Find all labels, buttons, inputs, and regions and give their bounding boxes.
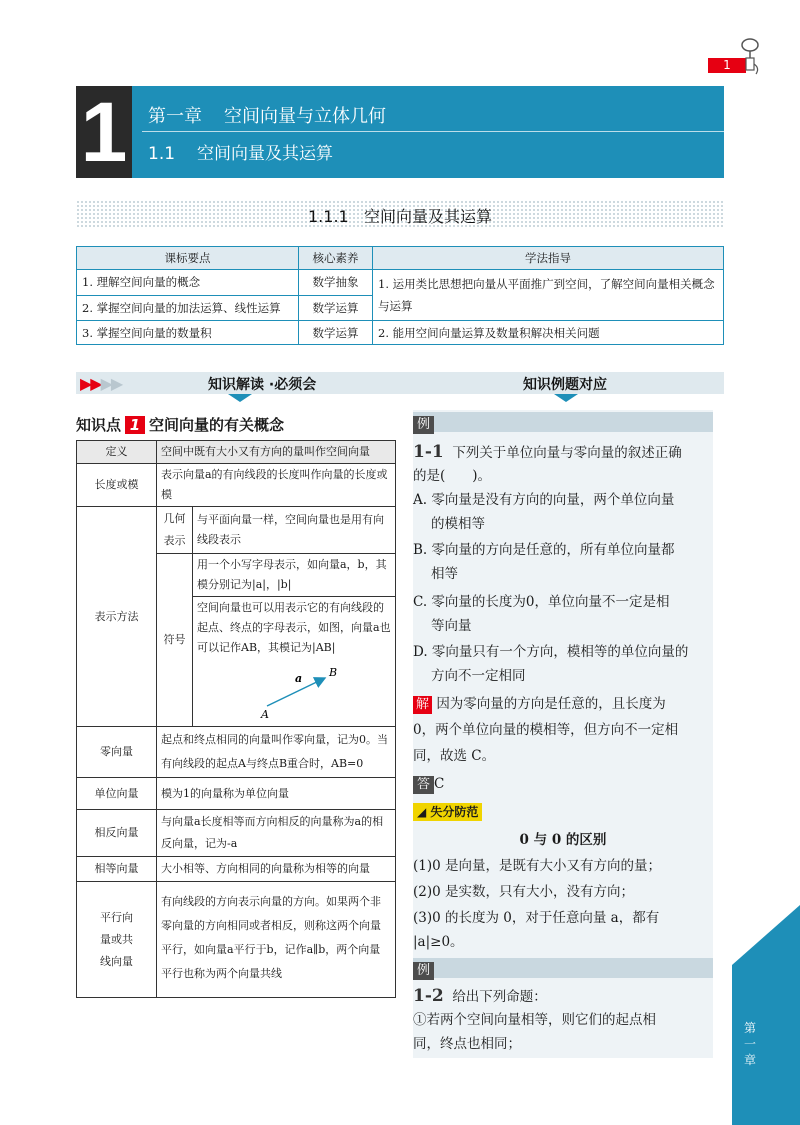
warning-tag-text: 失分防范 xyxy=(430,805,479,819)
par-label xyxy=(77,882,157,998)
solution-line-3: 同，故选 C。 xyxy=(413,748,496,764)
par-label-b: 量或共 xyxy=(100,932,133,946)
req-literacy: 数学抽象 xyxy=(299,270,373,296)
answer-line xyxy=(413,772,713,797)
opp-text: 与向量a长度相等而方向相反的向量称为a的相反向量，记为-a xyxy=(157,810,396,857)
table-row xyxy=(77,727,396,778)
unit-text: 模为1的向量称为单位向量 xyxy=(157,778,396,810)
def-label: 定义 xyxy=(77,441,157,464)
fig-label-a: a xyxy=(295,672,303,685)
q1-number: 1-1 xyxy=(413,442,444,462)
req-point: 1. 理解空间向量的概念 xyxy=(77,270,299,296)
solution-text-1: 因为零向量的方向是任意的，且长度为 xyxy=(436,696,666,712)
table-row xyxy=(77,810,396,857)
sym-text-2: 空间向量也可以用表示它的有向线段的起点、终点的字母表示，如图，向量a也可以记作AB，其模记为|AB| xyxy=(197,601,391,654)
req-point: 2. 掌握空间向量的加法运算、线性运算 xyxy=(77,295,299,321)
table-row xyxy=(77,882,396,998)
header-cell: 学法指导 xyxy=(373,247,724,270)
left-column-header xyxy=(76,372,406,394)
answer-tag: 答 xyxy=(413,776,434,794)
example-tag-2: 例 xyxy=(413,962,434,980)
warning-title: 0 与 0 的区别 xyxy=(519,832,607,848)
side-tab-label: 第一章 xyxy=(743,1021,756,1067)
option-d-2: 方向不一定相同 xyxy=(431,668,526,684)
down-triangle-icon xyxy=(228,394,252,402)
pushpin-icon xyxy=(737,36,763,96)
q2-line-2: ①若两个空间向量相等，则它们的起点相 xyxy=(413,1012,656,1028)
table-row xyxy=(77,464,396,507)
solution-line-1 xyxy=(413,692,713,717)
geo-label xyxy=(157,507,193,554)
q1-line-2: 的是( )。 xyxy=(413,468,492,484)
option-d-1: D. 零向量只有一个方向，模相等的单位向量的 xyxy=(413,644,689,660)
eq-text: 大小相等、方向相同的向量称为相等的向量 xyxy=(157,857,396,882)
sym-label: 符号 xyxy=(157,554,193,727)
chapter-subtitle xyxy=(148,139,333,164)
option-c-1: C. 零向量的长度为0，单位向量不一定是相 xyxy=(413,594,670,610)
warning-tag-line xyxy=(413,800,713,825)
req-literacy: 数学运算 xyxy=(299,295,373,321)
req-guide-2: 2. 能用空间向量运算及数量积解决相关问题 xyxy=(373,321,724,345)
option-b-1: B. 零向量的方向是任意的，所有单位向量都 xyxy=(413,542,675,558)
option-c-2: 等向量 xyxy=(431,618,472,634)
table-row xyxy=(77,441,396,464)
req-point: 3. 掌握空间向量的数量积 xyxy=(77,321,299,345)
q2-line-1 xyxy=(413,984,713,1010)
section-number: 1.1.1 xyxy=(308,207,349,226)
chapter-side-tab xyxy=(732,905,800,1125)
example-tag: 例 xyxy=(413,416,434,434)
table-row xyxy=(77,270,724,296)
chapter-sub-title: 空间向量及其运算 xyxy=(197,144,334,164)
chapter-number: 1 xyxy=(76,86,132,178)
geo-text: 与平面向量一样，空间向量也是用有向线段表示 xyxy=(193,507,396,554)
header-cell: 核心素养 xyxy=(299,247,373,270)
warning-item-2: (2)0 是实数，只有大小，没有方向； xyxy=(413,884,635,900)
geo-label-b: 表示 xyxy=(163,534,186,547)
solution-tag: 解 xyxy=(413,696,432,714)
warning-item-4: |a|≥0。 xyxy=(413,934,464,950)
kp-number: 1 xyxy=(125,416,145,434)
def-text: 空间中既有大小又有方向的量叫作空间向量 xyxy=(157,441,396,464)
header-cell: 课标要点 xyxy=(77,247,299,270)
par-label-a: 平行向 xyxy=(100,910,133,924)
kp-label: 知识点 xyxy=(76,416,122,434)
option-a-2: 的模相等 xyxy=(431,516,485,532)
warning-item-3: (3)0 的长度为 0，对于任意向量 a，都有 xyxy=(413,910,660,926)
par-label-c: 线向量 xyxy=(100,954,133,968)
table-row xyxy=(77,778,396,810)
table-row xyxy=(77,321,724,345)
fig-label-A: A xyxy=(261,708,269,718)
section-band xyxy=(76,200,724,228)
right-header-text: 知识例题对应 xyxy=(523,377,607,393)
arrows-icon: ▶▶▶▶ xyxy=(80,374,122,393)
q2-number: 1-2 xyxy=(413,986,444,1006)
chapter-title-a: 第一章 xyxy=(148,106,202,127)
opp-label: 相反向量 xyxy=(77,810,157,857)
len-label: 长度或模 xyxy=(77,464,157,507)
option-a-1: A. 零向量是没有方向的向量，两个单位向量 xyxy=(413,492,675,508)
chapter-divider xyxy=(142,131,724,132)
section-title xyxy=(76,204,724,227)
table-header-row xyxy=(77,247,724,270)
sym-text-1: 用一个小写字母表示，如向量a，b，其模分别记为|a|，|b| xyxy=(193,554,396,597)
warning-tag: ◢ 失分防范 xyxy=(413,803,482,821)
zero-label: 零向量 xyxy=(77,727,157,778)
q2-line-3: 同，终点也相同； xyxy=(413,1036,521,1052)
section-title-text: 空间向量及其运算 xyxy=(363,207,492,226)
par-text: 有向线段的方向表示向量的方向。如果两个非零向量的方向相同或者相反，则称这两个向量平行，如向量a平行于b，记作a∥b，两个向量平行也称为两个向量共线 xyxy=(157,882,396,998)
table-row xyxy=(77,507,396,554)
zero-text: 起点和终点相同的向量叫作零向量，记为0。当有向线段的起点A与终点B重合时，AB=0 xyxy=(157,727,396,778)
left-header-text: 知识解读 ·必须会 xyxy=(208,377,317,393)
q2-text-1: 给出下列命题： xyxy=(452,989,547,1005)
unit-label: 单位向量 xyxy=(77,778,157,810)
req-guide-1: 1. 运用类比思想把向量从平面推广到空间，了解空间向量相关概念与运算 xyxy=(373,270,724,321)
table-row xyxy=(77,857,396,882)
solution-line-2: 0，两个单位向量的模相等，但方向不一定相 xyxy=(413,722,679,738)
down-triangle-icon xyxy=(554,394,578,402)
option-b-2: 相等 xyxy=(431,566,458,582)
warning-item-1: (1)0 是向量，是既有大小又有方向的量； xyxy=(413,858,662,874)
len-text: 表示向量a的有向线段的长度叫作向量的长度或模 xyxy=(157,464,396,507)
example-tag-bar-2 xyxy=(413,958,713,978)
fig-label-B: B xyxy=(329,666,338,679)
vector-figure xyxy=(197,658,357,718)
geo-label-a: 几何 xyxy=(163,512,186,525)
answer-text: C xyxy=(434,776,445,792)
chapter-header xyxy=(76,86,724,178)
req-literacy: 数学运算 xyxy=(299,321,373,345)
chapter-sub-num: 1.1 xyxy=(148,144,176,164)
chapter-title xyxy=(148,102,386,128)
page-number: 1 xyxy=(708,58,746,73)
q1-text-1: 下列关于单位向量与零向量的叙述正确 xyxy=(452,445,682,461)
example-tag-bar xyxy=(413,412,713,432)
concept-table xyxy=(76,440,396,998)
chapter-title-b: 空间向量与立体几何 xyxy=(224,106,386,127)
q1-line-1 xyxy=(413,440,713,466)
requirement-table xyxy=(76,246,724,345)
right-column-header xyxy=(406,372,724,394)
kp-title: 空间向量的有关概念 xyxy=(149,416,285,434)
rep-label: 表示方法 xyxy=(77,507,157,727)
eq-label: 相等向量 xyxy=(77,857,157,882)
sym-cell xyxy=(193,597,396,727)
knowledge-point-title xyxy=(76,414,284,435)
